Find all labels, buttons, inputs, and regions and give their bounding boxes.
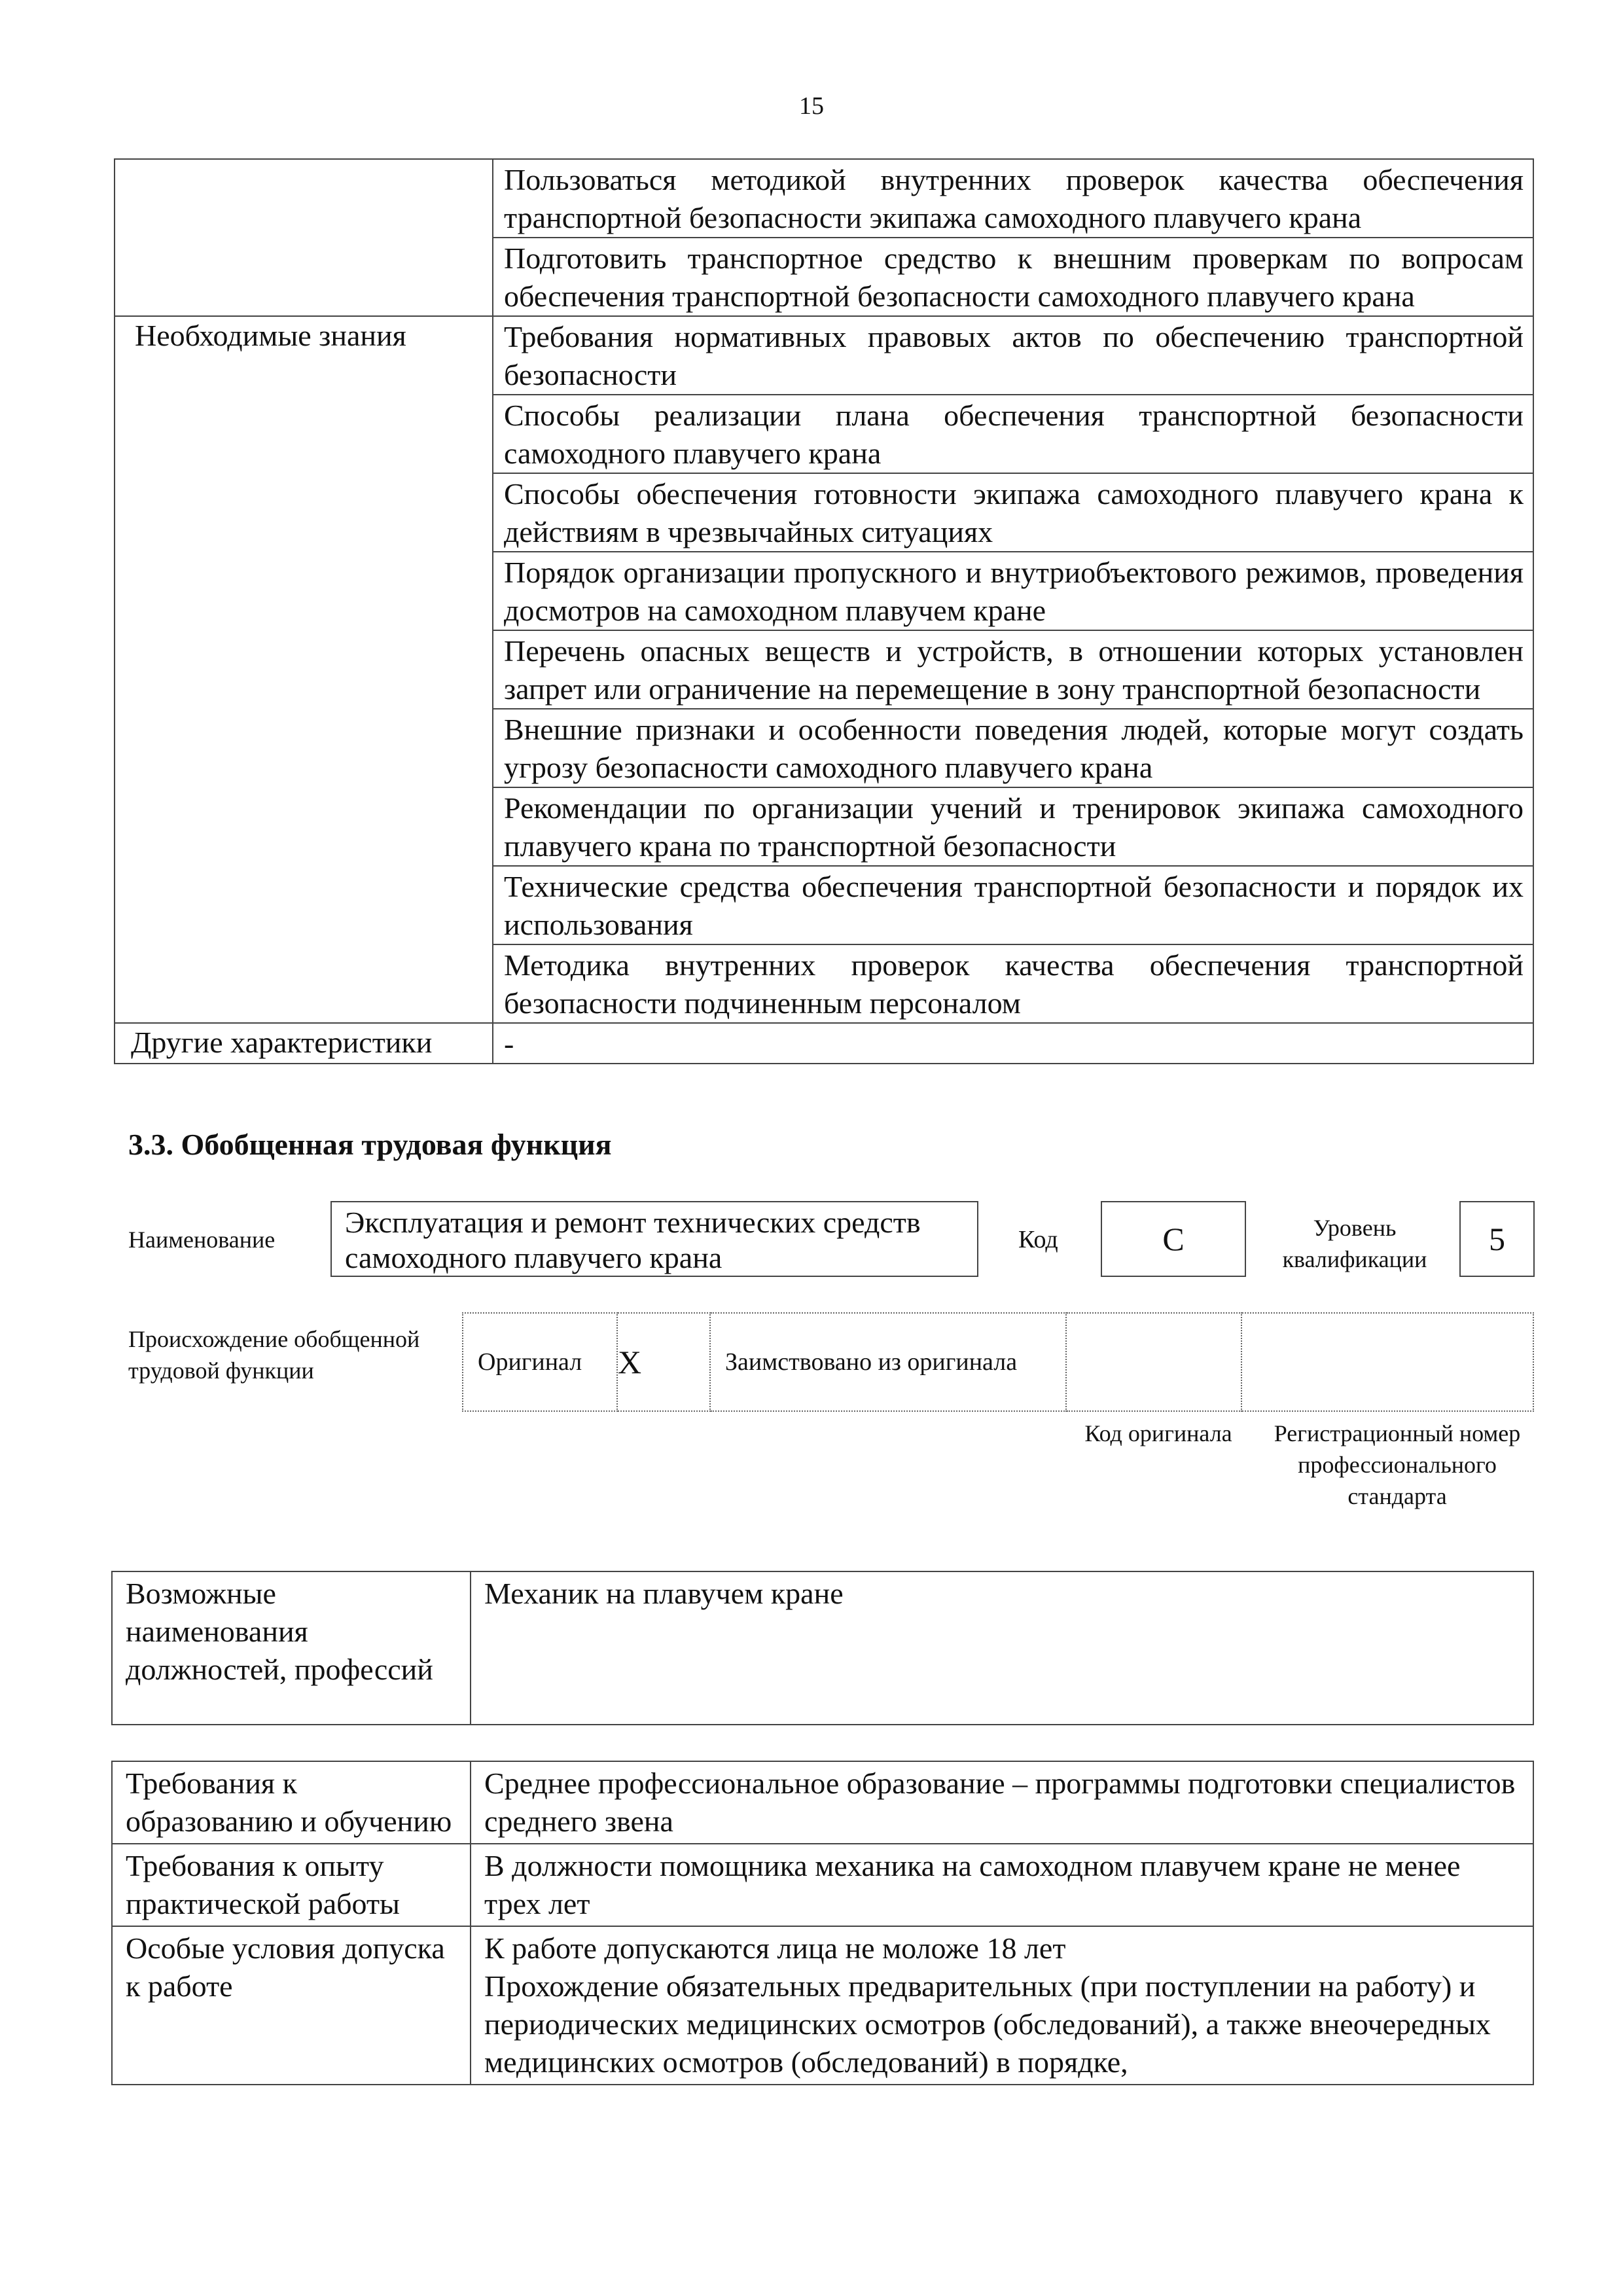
reg-number-cell bbox=[1241, 1313, 1533, 1411]
admission-label: Особые условия допуска к работе bbox=[112, 1926, 471, 2085]
original-label: Оригинал bbox=[463, 1313, 617, 1411]
row-text: Методика внутренних проверок качества обеспечения транспортной безопасности подчиненным персоналом bbox=[493, 944, 1533, 1023]
experience-value: В должности помощника механика на самоходном плавучем кране не менее трех лет bbox=[471, 1844, 1533, 1926]
admission-value-medical: Прохождение обязательных предварительных (при поступлении на работу) и периодических медицинских осмотров (обследований), а также внеочередных медицинских осмотров (обследований) в порядке, bbox=[484, 1969, 1491, 2079]
row-text: Внешние признаки и особенности поведения людей, которые могут создать угрозу безопасности самоходного плавучего крана bbox=[493, 709, 1533, 787]
row-label-empty bbox=[115, 159, 493, 316]
row-text: Рекомендации по организации учений и тренировок экипажа самоходного плавучего крана по транспортной безопасности bbox=[493, 787, 1533, 866]
positions-value: Механик на плавучем кране bbox=[471, 1571, 1533, 1725]
experience-label: Требования к опыту практической работы bbox=[112, 1844, 471, 1926]
positions-table bbox=[111, 1571, 1534, 1725]
row-text: Требования нормативных правовых актов по обеспечению транспортной безопасности bbox=[493, 316, 1533, 395]
admission-cell bbox=[471, 1926, 1533, 2085]
reg-number-caption: Регистрационный номер профессионального стандарта bbox=[1274, 1420, 1521, 1509]
section-heading: 3.3. Обобщенная трудовая функция bbox=[128, 1128, 612, 1161]
level-value: 5 bbox=[1459, 1201, 1535, 1277]
table-row bbox=[115, 316, 1533, 395]
borrowed-label: Заимствовано из оригинала bbox=[710, 1313, 1066, 1411]
table-row bbox=[112, 1926, 1533, 2085]
education-value: Среднее профессиональное образование – программы подготовки специалистов среднего звена bbox=[471, 1761, 1533, 1844]
knowledge-table bbox=[114, 158, 1534, 1064]
table-row bbox=[115, 159, 1533, 238]
origin-label: Происхождение обобщенной трудовой функции bbox=[128, 1326, 420, 1384]
table-row bbox=[463, 1313, 1533, 1411]
row-text: Технические средства обеспечения транспортной безопасности и порядок их использования bbox=[493, 866, 1533, 944]
table-row bbox=[112, 1761, 1533, 1844]
name-label: Наименование bbox=[128, 1227, 276, 1253]
code-original-caption: Код оригинала bbox=[1084, 1420, 1232, 1446]
function-name-value: Эксплуатация и ремонт технических средств самоходного плавучего крана bbox=[330, 1201, 978, 1277]
row-text: Способы обеспечения готовности экипажа самоходного плавучего крана к действиям в чрезвычайных ситуациях bbox=[493, 473, 1533, 552]
positions-label: Возможные наименования должностей, профессий bbox=[112, 1571, 471, 1725]
code-label: Код bbox=[1018, 1226, 1058, 1253]
row-text: Перечень опасных веществ и устройств, в отношении которых установлен запрет или ограничение на перемещение в зону транспортной безопасности bbox=[493, 630, 1533, 709]
row-label-other: Другие характеристики bbox=[115, 1023, 493, 1064]
original-mark: X bbox=[617, 1313, 710, 1411]
row-text: - bbox=[493, 1023, 1533, 1064]
page-number: 15 bbox=[799, 92, 824, 120]
code-value: C bbox=[1101, 1201, 1246, 1277]
table-row bbox=[115, 1023, 1533, 1064]
education-label: Требования к образованию и обучению bbox=[112, 1761, 471, 1844]
table-row bbox=[112, 1571, 1533, 1725]
requirements-table bbox=[111, 1761, 1534, 2085]
row-text: Подготовить транспортное средство к внешним проверкам по вопросам обеспечения транспортной безопасности самоходного плавучего крана bbox=[493, 238, 1533, 316]
level-label: Уровень квалификации bbox=[1282, 1215, 1427, 1272]
row-text: Пользоваться методикой внутренних проверок качества обеспечения транспортной безопасности экипажа самоходного плавучего крана bbox=[493, 159, 1533, 238]
row-label-knowledge: Необходимые знания bbox=[115, 316, 493, 1023]
original-code-cell bbox=[1066, 1313, 1241, 1411]
origin-table bbox=[462, 1312, 1534, 1412]
table-row bbox=[112, 1844, 1533, 1926]
admission-value-age: К работе допускаются лица не моложе 18 лет bbox=[484, 1931, 1066, 1965]
row-text: Способы реализации плана обеспечения транспортной безопасности самоходного плавучего крана bbox=[493, 395, 1533, 473]
row-text: Порядок организации пропускного и внутриобъектового режимов, проведения досмотров на самоходном плавучем кране bbox=[493, 552, 1533, 630]
